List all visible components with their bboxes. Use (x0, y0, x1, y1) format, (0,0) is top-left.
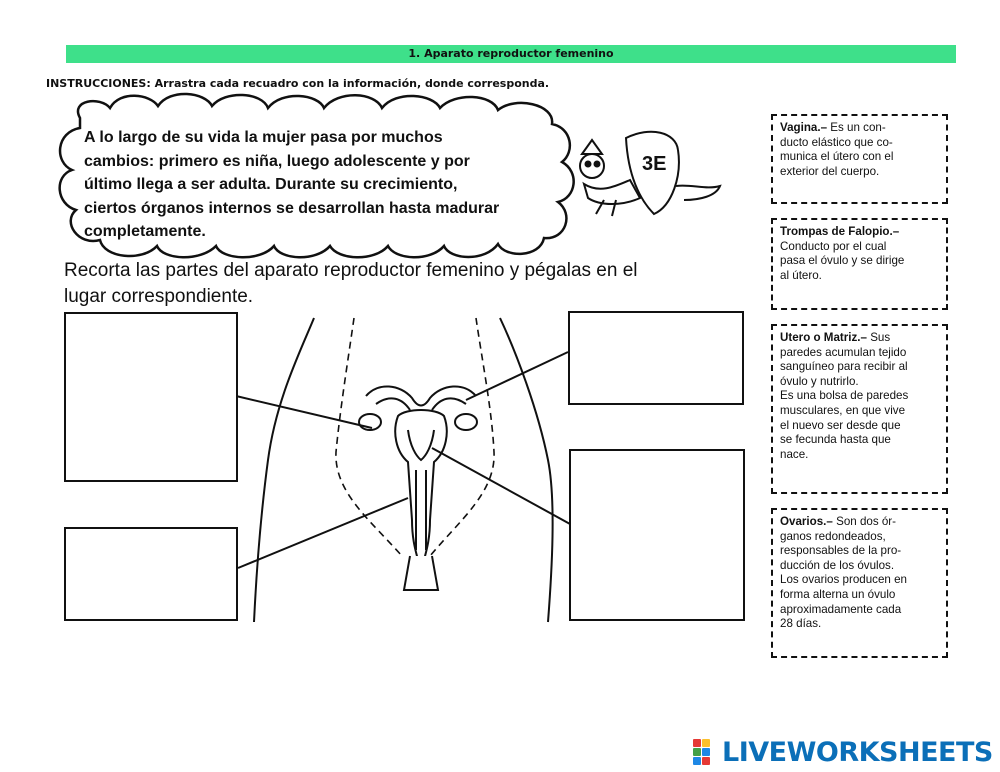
card-line: Es un con- (830, 121, 886, 134)
cut-instruction-line: Recorta las partes del aparato reproductor femenino y pégalas en el (64, 260, 638, 281)
card-line: óvulo y nutrirlo. (780, 374, 859, 388)
card-ovarios[interactable] (771, 508, 948, 658)
cloud-line: A lo largo de su vida la mujer pasa por muchos (84, 129, 443, 146)
card-line: al útero. (780, 268, 822, 282)
card-line: aproximadamente cada (780, 602, 902, 616)
card-line: Conducto por el cual (780, 239, 887, 253)
cut-instruction-line: lugar correspondiente. (64, 286, 254, 307)
card-line: se fecunda hasta que (780, 433, 891, 447)
page-title: 1. Aparato reproductor femenino (408, 47, 614, 60)
cloud-line: ciertos órganos internos se desarrollan hasta madurar (84, 199, 500, 217)
cloud-text (84, 126, 564, 244)
card-utero[interactable] (771, 324, 948, 494)
card-line: munica el útero con el (780, 150, 894, 164)
card-line: responsables de la pro- (780, 544, 902, 558)
logo-blocks-icon (693, 739, 719, 765)
card-line: musculares, en que vive (780, 403, 906, 417)
anatomy-diagram-icon (359, 386, 477, 590)
body-outline (254, 318, 553, 622)
card-line: 28 días. (780, 617, 822, 631)
card-line: forma alterna un óvulo (780, 587, 896, 601)
card-term: Ovarios.– (780, 515, 833, 528)
instructions-text: INSTRUCCIONES: Arrastra cada recuadro con la información, donde corresponda. (46, 77, 550, 90)
drop-zone-bottom-left[interactable] (64, 527, 238, 621)
card-line: ducción de los óvulos. (780, 558, 895, 572)
card-line: paredes acumulan tejido (780, 345, 907, 359)
drop-zone-top-left[interactable] (64, 312, 238, 482)
card-line: sanguíneo para recibir al (780, 360, 908, 374)
drop-zone-bottom-right[interactable] (569, 449, 745, 621)
cloud-line: completamente. (84, 223, 206, 240)
card-term: Trompas de Falopio.– (780, 225, 900, 238)
card-line: nace. (780, 447, 809, 461)
card-line: ganos redondeados, (780, 529, 886, 543)
mascot-figure-icon (580, 132, 720, 216)
card-line: exterior del cuerpo. (780, 164, 880, 178)
card-term: Vagina.– (780, 121, 828, 134)
cloud-line: último llega a ser adulta. Durante su crecimiento, (84, 176, 458, 193)
liveworksheets-logo[interactable] (693, 737, 993, 767)
card-line: Es una bolsa de paredes (780, 389, 909, 403)
card-term: Utero o Matriz.– (780, 331, 867, 344)
cut-instruction (64, 258, 754, 310)
cloud-line: cambios: primero es niña, luego adolescente y por (84, 152, 470, 170)
card-line: el nuevo ser desde que (780, 418, 901, 432)
card-line: Los ovarios producen en (780, 573, 907, 587)
drop-zone-top-right[interactable] (568, 311, 744, 405)
card-line: pasa el óvulo y se dirige (780, 254, 905, 268)
card-line: Son dos ór- (836, 515, 897, 528)
card-vagina[interactable] (771, 114, 948, 204)
card-line: Sus (870, 331, 891, 344)
logo-text: LIVEWORKSHEETS (722, 736, 993, 768)
svg-text:3E: 3E (642, 153, 667, 175)
card-trompas-de-falopio[interactable] (771, 218, 948, 310)
card-line: ducto elástico que co- (780, 135, 893, 149)
